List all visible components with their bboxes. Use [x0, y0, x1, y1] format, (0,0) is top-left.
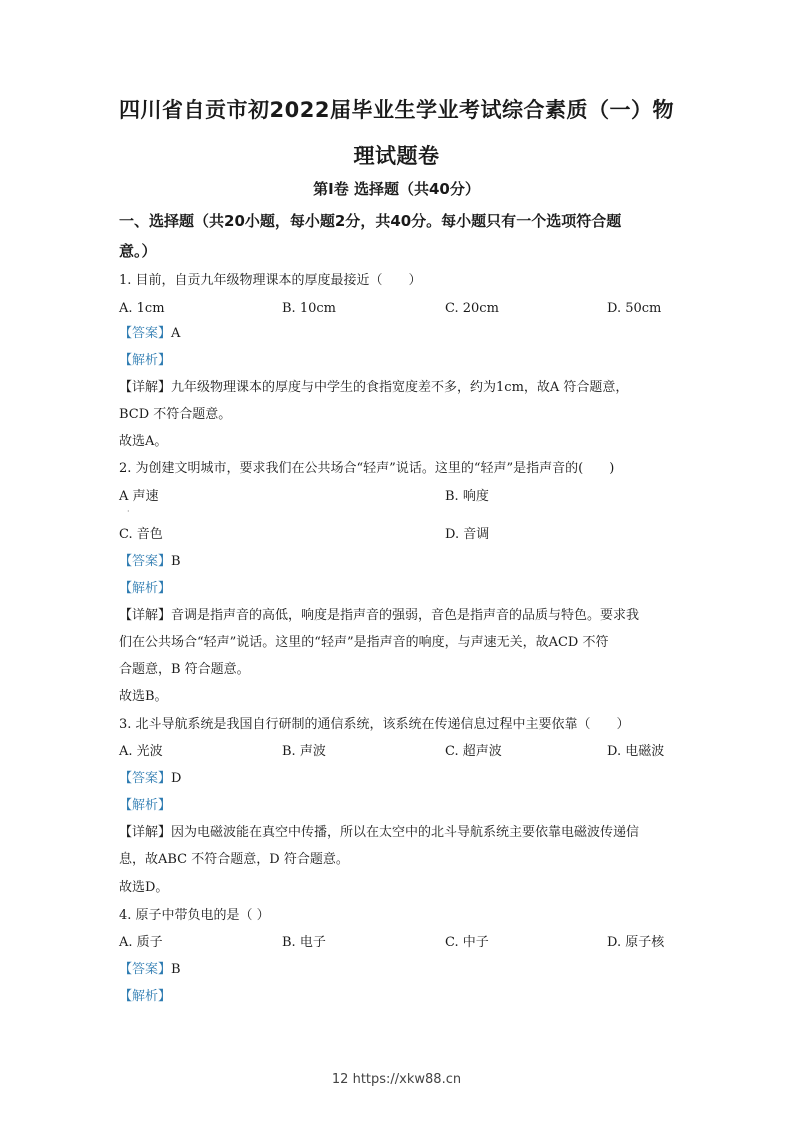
question-2-option-b: B. 响度 — [445, 489, 489, 504]
question-3-option-c: C. 超声波 — [445, 744, 502, 759]
question-3-stem: 3. 北斗导航系统是我国自行研制的通信系统，该系统在传递信息过程中主要依靠（ ） — [119, 717, 630, 732]
question-3-detail-line-2: 息，故ABC 不符合题意，D 符合题意。 — [119, 852, 349, 867]
question-4-option-c: C. 中子 — [445, 935, 489, 950]
question-4-option-b: B. 电子 — [282, 935, 326, 950]
question-4-analysis — [119, 988, 679, 1006]
question-2-answer — [119, 553, 679, 571]
question-1-detail-line-1 — [119, 379, 679, 397]
answer-tag: 【答案】 — [119, 326, 172, 341]
question-4-answer — [119, 961, 679, 979]
question-4-stem: 4. 原子中带负电的是（ ） — [119, 908, 270, 923]
detail-tag: 【详解】 — [119, 825, 172, 840]
analysis-tag: 【解析】 — [119, 581, 172, 596]
question-2-analysis — [119, 580, 679, 598]
question-1-detail-line-2: BCD 不符合题意。 — [119, 407, 232, 422]
question-1-conclusion: 故选A。 — [119, 434, 168, 449]
analysis-tag: 【解析】 — [119, 989, 172, 1004]
question-3-answer — [119, 770, 679, 788]
analysis-tag: 【解析】 — [119, 798, 172, 813]
question-2-option-a: A 声速 — [119, 489, 159, 504]
question-1-answer — [119, 325, 679, 343]
answer-value: D — [171, 771, 182, 786]
question-2-stem: 2. 为创建文明城市，要求我们在公共场合“轻声”说话。这里的“轻声”是指声音的( ) — [119, 461, 615, 476]
answer-tag: 【答案】 — [119, 554, 172, 569]
question-2-detail-line-1 — [119, 607, 679, 625]
question-2-conclusion: 故选B。 — [119, 689, 168, 704]
document-title-line-2: 理试题卷 — [353, 144, 440, 168]
document-title-line-1: 四川省自贡市初2022届毕业生学业考试综合素质（一）物 — [119, 98, 674, 122]
detail-text: 因为电磁波能在真空中传播，所以在太空中的北斗导航系统主要依靠电磁波传递信 — [171, 825, 640, 840]
question-3-option-b: B. 声波 — [282, 744, 326, 759]
question-1-option-d: D. 50cm — [607, 301, 662, 316]
question-2-detail-line-2: 们在公共场合“轻声”说话。这里的“轻声”是指声音的响度，与声速无关，故ACD 不符 — [119, 635, 609, 650]
detail-text: 九年级物理课本的厚度与中学生的食指宽度差不多，约为1cm，故A 符合题意， — [171, 380, 629, 395]
question-3-conclusion: 故选D。 — [119, 880, 169, 895]
analysis-tag: 【解析】 — [119, 353, 172, 368]
question-2-detail-line-3: 合题意，B 符合题意。 — [119, 662, 250, 677]
detail-text: 音调是指声音的高低，响度是指声音的强弱，音色是指声音的品质与特色。要求我 — [171, 608, 640, 623]
stray-mark: · — [127, 507, 130, 516]
question-1-option-a: A. 1cm — [119, 301, 165, 316]
question-3-option-a: A. 光波 — [119, 744, 163, 759]
question-3-analysis — [119, 797, 679, 815]
question-1-analysis — [119, 352, 679, 370]
question-1-option-b: B. 10cm — [282, 301, 336, 316]
question-2-option-c: C. 音色 — [119, 527, 163, 542]
section-heading: 第Ⅰ卷 选择题（共40分） — [313, 180, 480, 198]
answer-value: B — [171, 554, 181, 569]
question-1-option-c: C. 20cm — [445, 301, 499, 316]
answer-tag: 【答案】 — [119, 771, 172, 786]
answer-value: A — [171, 326, 181, 341]
answer-value: B — [171, 962, 181, 977]
question-3-detail-line-1 — [119, 824, 679, 842]
part-heading-line-2: 意。） — [119, 242, 157, 260]
question-4-option-d: D. 原子核 — [607, 935, 665, 950]
detail-tag: 【详解】 — [119, 380, 172, 395]
question-4-option-a: A. 质子 — [119, 935, 163, 950]
question-3-option-d: D. 电磁波 — [607, 744, 665, 759]
part-heading-line-1: 一、选择题（共20小题，每小题2分，共40分。每小题只有一个选项符合题 — [119, 212, 622, 230]
page-footer[interactable]: 12 https://xkw88.cn — [331, 1072, 462, 1087]
answer-tag: 【答案】 — [119, 962, 172, 977]
detail-tag: 【详解】 — [119, 608, 172, 623]
question-2-option-d: D. 音调 — [445, 527, 490, 542]
question-1-stem: 1. 目前，自贡九年级物理课本的厚度最接近（ ） — [119, 273, 422, 288]
